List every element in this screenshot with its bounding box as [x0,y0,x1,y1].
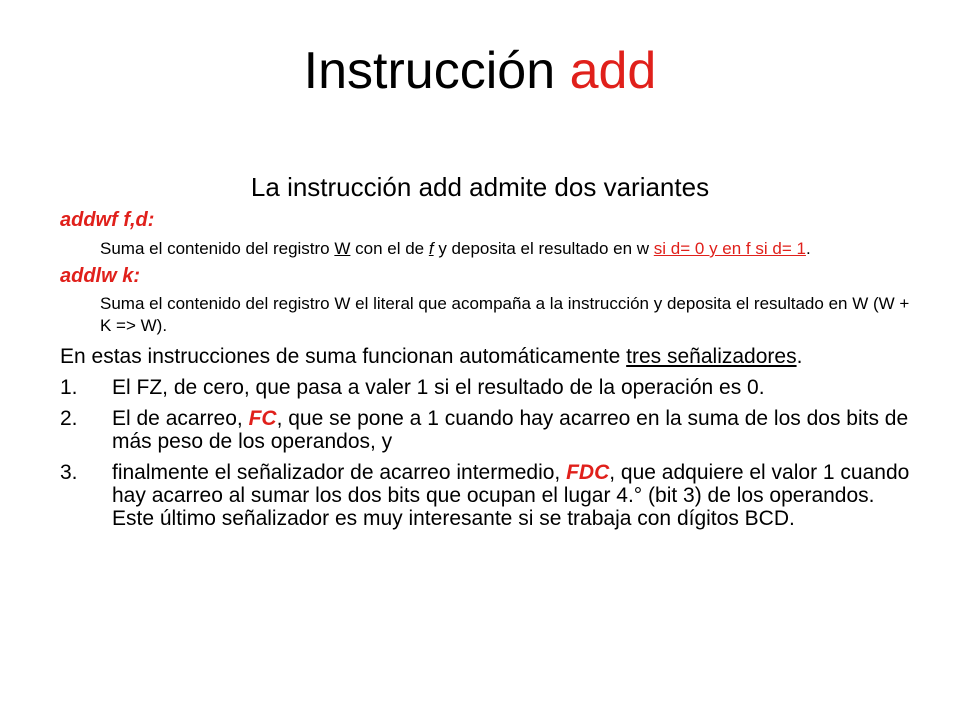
intro-paragraph [60,345,910,368]
flags-list [60,376,910,530]
title-accent: add [569,42,657,100]
list-item [60,376,910,399]
slide-title [0,36,960,106]
slide-subtitle: La instrucción add admite dos variantes [250,172,710,202]
slide-body [60,208,910,538]
variant-addwf-description [100,238,910,260]
flag-fc-highlight: FC [248,407,277,430]
list-number: 3. [60,461,78,484]
list-number: 1. [60,376,78,399]
intro-text: . [796,345,803,368]
variant-addlw-keyword: addlw k: [60,265,141,287]
list-item [60,461,910,530]
desc-condition-red: si d= 0 y en f si d= 1 [653,239,806,258]
list-item [60,407,910,453]
list-text: El de acarreo, [112,407,249,430]
desc-text: . [805,239,811,258]
list-number: 2. [60,407,78,430]
desc-f-underlined: f [428,239,434,258]
desc-text: con el de [350,239,429,258]
desc-text: y deposita el resultado en w [433,239,654,258]
list-text: , que se pone a 1 cuando hay acarreo en la suma de los dos bits de más peso de los operandos, y [112,407,909,453]
list-text: , que adquiere el valor 1 cuando hay acarreo al sumar los dos bits que ocupan el lugar 4.° (bit 3) de los operandos. Este último señalizador es muy interesante si se trabaja con dígitos BCD. [112,461,910,530]
variant-addlw-description: Suma el contenido del registro W el literal que acompaña a la instrucción y deposita el resultado en W (W + K => W). [100,294,910,335]
list-text: finalmente el señalizador de acarreo intermedio, [112,461,567,484]
variant-addwf-keyword: addwf f,d: [60,209,155,231]
intro-underlined: tres señalizadores [626,345,797,368]
title-main: Instrucción [303,42,570,100]
list-text: El FZ, de cero, que pasa a valer 1 si el resultado de la operación es 0. [112,376,765,399]
intro-text: En estas instrucciones de suma funcionan automáticamente [60,345,627,368]
desc-text: Suma el contenido del registro [100,239,335,258]
desc-w-underlined: W [334,239,351,258]
flag-fdc-highlight: FDC [566,461,610,484]
